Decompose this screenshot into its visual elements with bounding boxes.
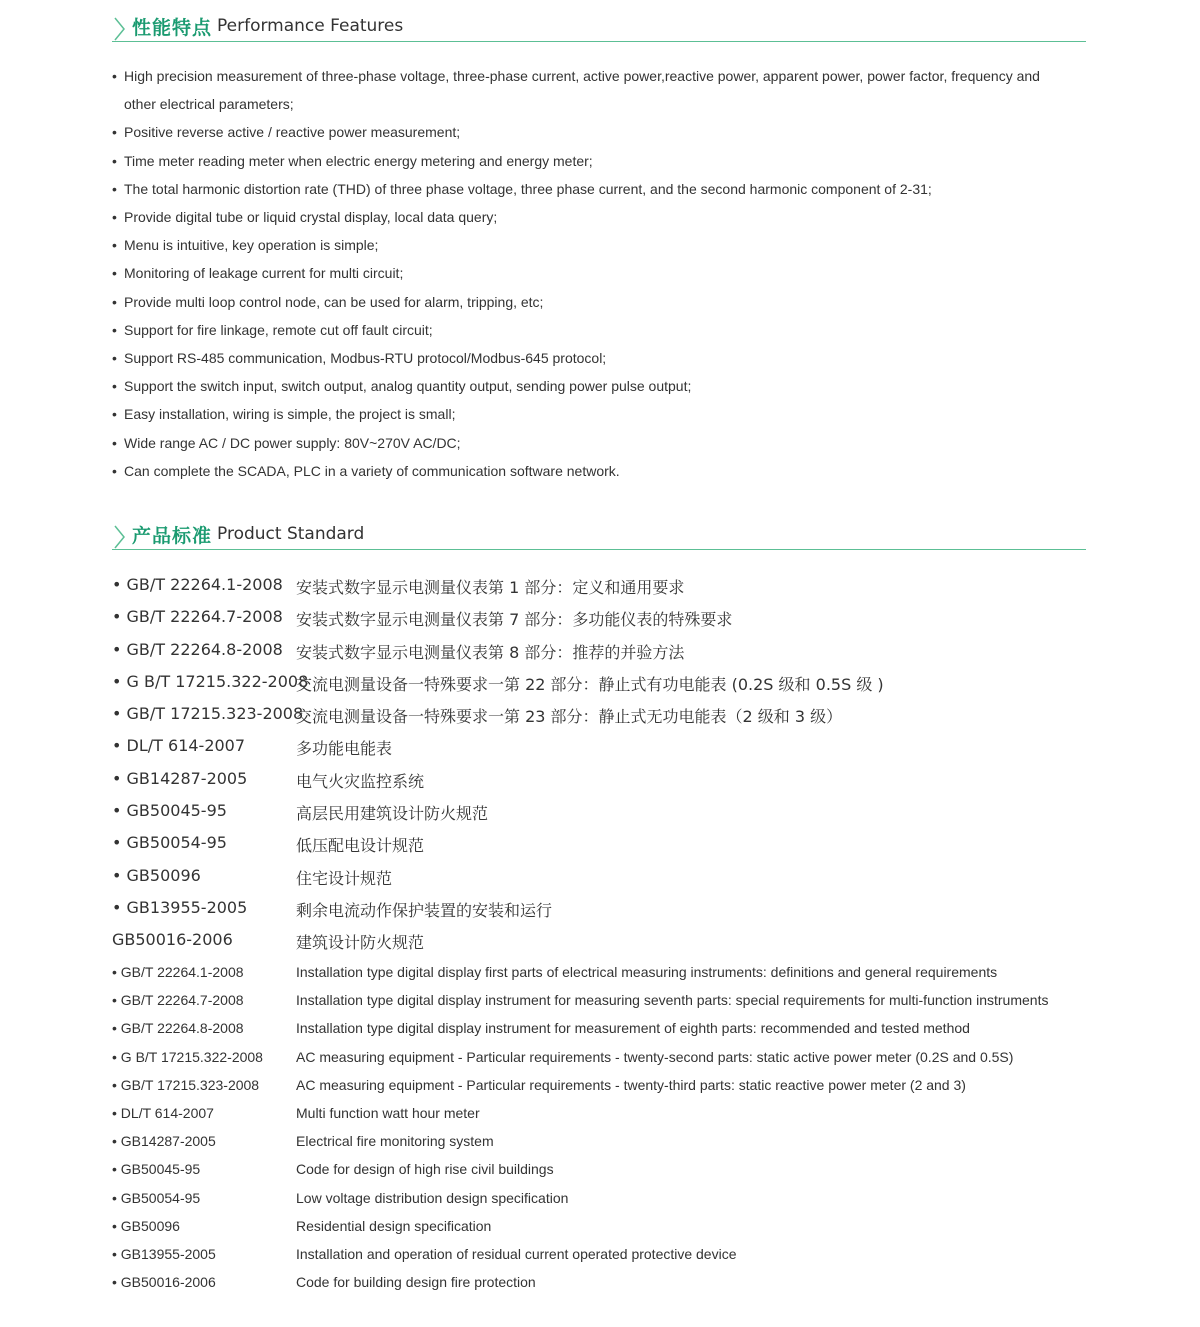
standard-list-cn — [112, 569, 1092, 957]
standard-row — [112, 1157, 1092, 1185]
standard-code: • GB/T 22264.7-2008 — [112, 992, 244, 1009]
standard-desc: 安装式数字显示电测量仪表第 1 部分：定义和通用要求 — [296, 578, 685, 597]
list-item: • Provide digital tube or liquid crystal display, local data query; — [112, 209, 498, 226]
list-item: • High precision measurement of three-phase voltage, three-phase current, active power,reactive power, apparent power, power factor, frequency and — [112, 68, 1040, 84]
standard-row — [112, 1073, 1092, 1101]
standard-row — [112, 666, 1092, 698]
chevron-right-icon — [112, 524, 126, 550]
standard-row — [112, 634, 1092, 666]
list-item: • Support for fire linkage, remote cut off fault circuit; — [112, 321, 433, 338]
standard-desc: Code for design of high rise civil buildings — [296, 1161, 554, 1178]
list-item: • Positive reverse active / reactive power measurement; — [112, 124, 461, 141]
standard-desc: AC measuring equipment - Particular requirements - twenty-second parts: static active power meter (0.2S and 0.5S) — [296, 1048, 1014, 1065]
standard-code: • GB13955-2005 — [112, 1245, 216, 1262]
list-item: • The total harmonic distortion rate (THD) of three phase voltage, three phase current, and the second harmonic component of 2-31; — [112, 180, 932, 197]
standard-desc: 高层民用建筑设计防火规范 — [296, 804, 489, 824]
standard-row — [112, 763, 1092, 795]
standard-code: • GB/T 22264.8-2008 — [112, 1020, 244, 1037]
standard-row — [112, 1242, 1092, 1270]
standard-desc: Installation type digital display instrument for measuring seventh parts: special requirements for multi-function instruments — [296, 992, 1049, 1009]
standard-row — [112, 860, 1092, 892]
performance-header — [112, 13, 1086, 42]
standard-row — [112, 988, 1092, 1016]
standard-row — [112, 1045, 1092, 1073]
standard-row — [112, 569, 1092, 601]
standard-code: • G B/T 17215.322-2008 — [112, 1048, 263, 1065]
standard-code: • GB50096 — [112, 1217, 180, 1234]
standard-desc: 交流电测量设备一特殊要求一第 23 部分：静止式无功电能表（2 级和 3 级） — [296, 707, 843, 727]
list-item: • Time meter reading meter when electric energy metering and energy meter; — [112, 152, 593, 169]
standard-desc: 电气火灾监控系统 — [296, 771, 425, 791]
standard-desc: 剩余电流动作保护装置的安装和运行 — [296, 900, 553, 920]
standard-code: • GB/T 17215.323-2008 — [112, 1076, 260, 1093]
standard-code: • GB14287-2005 — [112, 768, 248, 788]
list-item: • Can complete the SCADA, PLC in a variety of communication software network. — [112, 462, 620, 479]
list-item: • Menu is intuitive, key operation is simple; — [112, 237, 379, 254]
standard-row — [112, 1101, 1092, 1129]
list-item: • Provide multi loop control node, can be used for alarm, tripping, etc; — [112, 293, 544, 310]
standard-desc: Installation type digital display instrument for measurement of eighth parts: recommended and tested method — [296, 1020, 970, 1037]
standard-desc: Installation type digital display first parts of electrical measuring instruments: definitions and general requirements — [296, 964, 998, 980]
standard-desc: Residential design specification — [296, 1217, 492, 1234]
standard-desc: Code for building design fire protection — [296, 1274, 536, 1291]
standard-desc: 交流电测量设备一特殊要求一第 22 部分：静止式有功电能表 (0.2S 级和 0.5S 级 ) — [296, 674, 884, 694]
standard-code: • GB50045-95 — [112, 1161, 201, 1178]
performance-title-cn: 性能特点 — [132, 17, 213, 39]
standard-code: • GB14287-2005 — [112, 1133, 216, 1150]
standard-code: • G B/T 17215.322-2008 — [112, 671, 309, 691]
list-item: other electrical parameters; — [124, 96, 294, 113]
standard-code: • GB50054-95 — [112, 833, 227, 853]
standard-desc: 低压配电设计规范 — [296, 836, 425, 856]
standard-code: • GB50045-95 — [112, 801, 227, 821]
standard-code: GB50016-2006 — [112, 930, 233, 950]
standard-row — [112, 730, 1092, 762]
standard-desc: 住宅设计规范 — [296, 868, 393, 888]
standard-row — [112, 795, 1092, 827]
standard-code: • GB50054-95 — [112, 1189, 201, 1206]
standard-desc: 安装式数字显示电测量仪表第 7 部分：多功能仪表的特殊要求 — [296, 610, 733, 630]
standard-row — [112, 1270, 1092, 1298]
standard-row — [112, 1016, 1092, 1044]
standard-code: • DL/T 614-2007 — [112, 1104, 214, 1121]
standard-desc: Electrical fire monitoring system — [296, 1133, 494, 1150]
standard-row — [112, 924, 1092, 956]
standard-title-en: Product Standard — [217, 524, 365, 544]
list-item: • Wide range AC / DC power supply: 80V~270V AC/DC; — [112, 434, 461, 451]
standard-code: • DL/T 614-2007 — [112, 736, 246, 756]
standard-code: • GB/T 22264.7-2008 — [112, 607, 283, 627]
standard-title-cn: 产品标准 — [132, 525, 213, 547]
chevron-right-icon — [112, 16, 126, 42]
standard-list-en — [112, 960, 1092, 1298]
standard-row — [112, 827, 1092, 859]
standard-code: • GB50016-2006 — [112, 1274, 216, 1291]
standard-row — [112, 1186, 1092, 1214]
standard-code: • GB/T 17215.323-2008 — [112, 704, 304, 724]
standard-code: • GB13955-2005 — [112, 897, 248, 917]
standard-row — [112, 892, 1092, 924]
standard-row — [112, 1129, 1092, 1157]
standard-desc: Installation and operation of residual current operated protective device — [296, 1245, 737, 1262]
standard-code: • GB/T 22264.1-2008 — [112, 575, 283, 594]
standard-row — [112, 1214, 1092, 1242]
standard-desc: Low voltage distribution design specification — [296, 1189, 569, 1206]
standard-row — [112, 601, 1092, 633]
standard-row — [112, 698, 1092, 730]
standard-desc: 多功能电能表 — [296, 739, 393, 759]
list-item: • Support the switch input, switch output, analog quantity output, sending power pulse output; — [112, 378, 692, 395]
standard-code: • GB/T 22264.8-2008 — [112, 639, 283, 659]
standard-desc: Multi function watt hour meter — [296, 1104, 480, 1121]
feature-list — [112, 62, 1102, 485]
list-item: • Easy installation, wiring is simple, the project is small; — [112, 406, 456, 423]
standard-header — [112, 521, 1086, 550]
list-item: • Support RS-485 communication, Modbus-RTU protocol/Modbus-645 protocol; — [112, 350, 607, 367]
standard-code: • GB/T 22264.1-2008 — [112, 964, 244, 980]
standard-row — [112, 960, 1092, 988]
list-item: • Monitoring of leakage current for multi circuit; — [112, 265, 404, 282]
standard-desc: 建筑设计防火规范 — [296, 933, 425, 953]
standard-desc: 安装式数字显示电测量仪表第 8 部分：推荐的并验方法 — [296, 642, 685, 662]
standard-code: • GB50096 — [112, 865, 201, 885]
standard-desc: AC measuring equipment - Particular requirements - twenty-third parts: static reactive power meter (2 and 3) — [296, 1076, 966, 1093]
performance-title-en: Performance Features — [217, 16, 404, 36]
